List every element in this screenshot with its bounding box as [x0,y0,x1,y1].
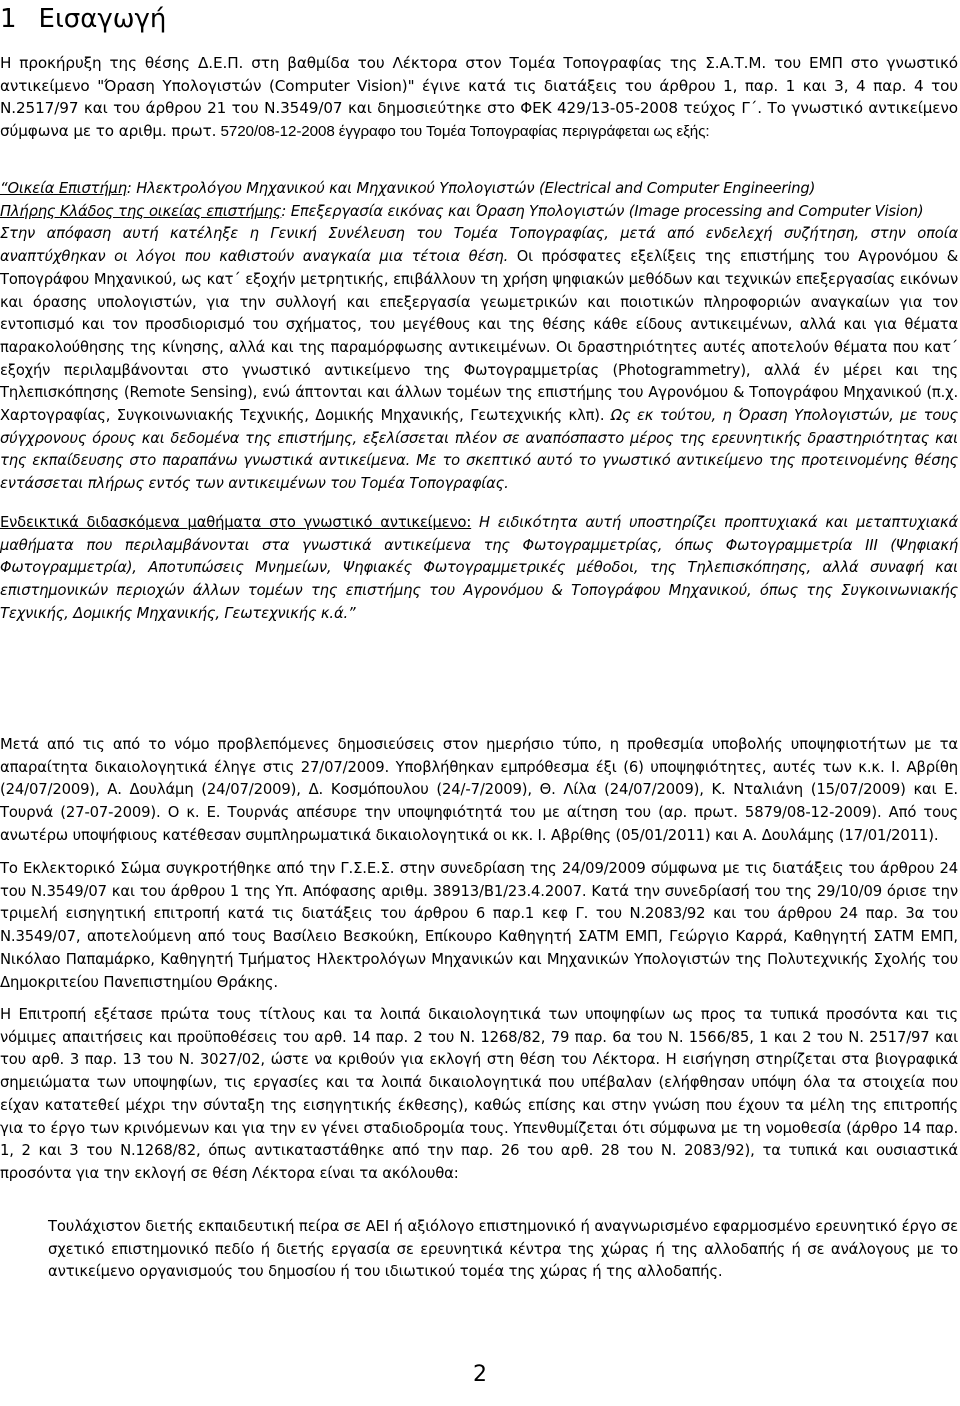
justification-italic-2: Ως εκ τούτου, η Όραση Υπολογιστών, με τους σύγχρονους όρους και δεδομένα της επιστήμης, εξελίσσεται πλέον σε αναπόσπαστο μέρος της ερευνητικής δραστηριότητας και της εκπαίδευσης στο παραπάνω γνωστικά αντικείμενα. Με το σκεπτικό αυτό το γνωστικό αντικείμενο της προτεινομένης θέσης εντάσσεται πλήρως εντός των αντικειμένων του Τομέα Τοπογραφίας. [0,407,958,493]
requirement-paragraph: Τουλάχιστον διετής εκπαιδευτική πείρα σε ΑΕΙ ή αξιόλογο επιστημονικό ή αναγνωρισμένο εφαρμοσμένο ερευνητικό έργο σε σχετικό επιστημονικό πεδίο ή διετής εργασία σε ερευνητικά κέντρα της χώρας ή της αλλοδαπής ή σε ανάλογους με το αντικείμενο οργανισμούς του δημοσίου ή του ιδιωτικού τομέα της χώρας ή της αλλοδαπής. [48,1218,958,1281]
justification-italic: Στην απόφαση αυτή κατέληξε η Γενική Συνέλευση του Τομέα Τοπογραφίας, μετά από ενδελεχή συζήτηση, στην οποία αναπτύχθηκαν οι λόγοι που καθιστούν αναγκαία μια τέτοια θέση. [0,225,958,266]
review-paragraph: Η Επιτροπή εξέτασε πρώτα τους τίτλους και τα λοιπά δικαιολογητικά των υποψηφίων ως προς τα τυπικά προσόντα και τις νόμιμες απαιτήσεις και προϋποθέσεις του αρθ. 14 παρ. 2 του Ν. 1268/82, 79 παρ. 6α του Ν. 1566/85, 1 και 2 του Ν. 2517/97 και του αρθ. 3 παρ. 13 του Ν. 3027/02, ώστε να κριθούν για εκλογή στη θέση του Λέκτορα. Η εισήγηση στηρίζεται στα βιογραφικά σημειώματα των υποψηφίων, τις εργασίες και τα λοιπά δικαιολογητικά που υπέβαλαν (ελήφθησαν υπόψη όλα τα στοιχεία που είχαν κατατεθεί μέχρι την σύνταξη της εισηγητικής έκθεσης), καθώς επίσης και στην γνώση που έχουν τα μέλη της επιτροπής για το έργο των κρινόμενων και για την εν γένει σταδιοδρομία τους. Υπενθυμίζεται ότι σύμφωνα με τη νομοθεσία (άρθρο 14 παρ. 1, 2 και 3 του Ν.1268/82, όπως αντικαταστάθηκε από την παρ. 26 του αρθ. 28 του Ν. 2083/92), τα τυπικά και ουσιαστικά προσόντα για την εκλογή σε θέση Λέκτορα είναι τα ακόλουθα: [0,1006,958,1182]
full-branch-value: : Επεξεργασία εικόνας και Όραση Υπολογιστών (Image processing and Computer Vision) [281,202,924,220]
intro-paragraph [0,52,958,144]
subject-description-quote [0,178,958,625]
spacer [0,496,958,512]
page-number: 2 [473,1362,487,1387]
section-number: 1 [0,4,17,34]
justification-upright: Οι πρόσφατες εξελίξεις της επιστήμης του Αγρονόμου & Τοπογράφου Μηχανικού, ως κατ΄ εξοχήν μετρητικής, επιβάλλουν τη χρήση ψηφιακών μεθόδων και τεχνικών επεξεργασίας εικόνων και όρασης υπολογιστών, για την συλλογή και επεξεργασία γεωμετρικών και ποιοτικών πληροφοριών αναγκαίων για τον εντοπισμό και τον προσδιορισμό του σχήματος, του μεγέθους και της θέσης κάθε είδους αντικειμένων, αλλά και για θέματα παρακολούθησης της κίνησης, αλλά και της παραμόρφωσης αντικειμένων. Οι δραστηριότητες αυτές αποτελούν θέματα που κατ΄ εξοχήν περιλαμβάνονται στο γνωστικό αντικείμενο της Φωτογραμμετρίας (Photogrammetry), αλλά έν μέρει και της Τηλεπισκόπησης (Remote Sensing), ενώ άπτονται και άλλων τομέων της επιστήμης του Αγρονόμου & Τοπογράφου Μηχανικού (π.χ. Χαρτογραφίας, Συγκοινωνιακής Τεχνικής, Δομικής Μηχανικής, Γεωτεχνικής κλπ). [0,248,958,425]
courses-value: Η ειδικότητα αυτή υποστηρίζει προπτυχιακά και μεταπτυχιακά μαθήματα που περιλαμβάνονται στα γνωστικά αντικείμενα της Φωτογραμμετρίας, όπως Φωτογραμμετρία III (Ψηφιακή Φωτογραμμετρία), Αποτυπώσεις Μνημείων, Ψηφιακές Φωτογραμμετρικές μέθοδοι, της Τηλεπισκόπησης, αλλά συναφή και επιστημονικών περιοχών άλλων τομέων της επιστήμης του Αγρονόμου & Τοπογράφου Μηχανικού, όπως της Συγκοινωνιακής Τεχνικής, Δομικής Μηχανικής, Γεωτεχνικής κ.ά.” [0,513,958,622]
courses-paragraph [0,512,958,626]
section-heading [0,2,166,36]
section-title: Εισαγωγή [38,4,167,34]
home-science-value: : Ηλεκτρολόγου Μηχανικού και Μηχανικού Υπολογιστών (Electrical and Computer Engineering) [126,180,816,197]
intro-text-tail: 5720/08-12-2008 έγγραφο του Τομέα Τοπογραφίας περιγράφεται ως εξής: [216,123,710,141]
full-branch-line [0,201,958,224]
full-branch-label: Πλήρης Κλάδος της οικείας επιστήμης [0,202,282,220]
committee-paragraph: Το Εκλεκτορικό Σώμα συγκροτήθηκε από την Γ.Σ.Ε.Σ. στην συνεδρίαση της 24/09/2009 σύμφωνα με τις διατάξεις του άρθρου 24 του Ν.3549/07 και του άρθρου 1 της Υπ. Απόφασης αριθμ. 38913/Β1/23.4.2007. Κατά την συνεδρίασή του της 29/10/09 όρισε την τριμελή εισηγητική επιτροπή κατά τις διατάξεις του άρθρου 6 παρ.1 κεφ Γ. του Ν.2083/92 και του άρθρου 24 παρ. 3α του Ν.3549/07, αποτελούμενη από τους Βασίλειο Βεσκούκη, Επίκουρο Καθηγητή ΣΑΤΜ ΕΜΠ, Γεώργιο Καρρά, Καθηγητή ΣΑΤΜ ΕΜΠ, Νικόλαο Παπαμάρκο, Καθηγητή Τμήματος Ηλεκτρολόγων Μηχανικών και Μηχανικών Υπολογιστών της Πολυτεχνικής Σχολής του Δημοκριτείου Πανεπιστημίου Θράκης. [0,860,958,991]
home-science-line [0,178,958,201]
home-science-label: “Οικεία Επιστήμη [0,180,127,197]
courses-label: Ενδεικτικά διδασκόμενα μαθήματα στο γνωστικό αντικείμενο: [0,513,472,531]
justification-text [0,223,958,495]
intro-text: Η προκήρυξη της θέσης Δ.Ε.Π. στη βαθμίδα του Λέκτορα στον Τομέα Τοπογραφίας της Σ.Α.Τ.Μ. του ΕΜΠ στο γνωστικό αντικείμενο "Όραση Υπολογιστών (Computer Vision)" έγινε κατά τις διατάξεις του άρθρου 1, παρ. 1 και 3, 4 παρ. 4 του Ν.2517/97 και του άρθρου 21 του Ν.3549/07 και δημοσιεύτηκε στο ΦΕΚ 429/13-05-2008 τεύχος Γ΄. Το γνωστικό αντικείμενο σύμφωνα με το αριθμ. πρωτ. [0,54,958,141]
announcement-paragraph: Μετά από τις από το νόμο προβλεπόμενες δημοσιεύσεις στον ημερήσιο τύπο, η προθεσμία υποβολής υποψηφιοτήτων με τα απαραίτητα δικαιολογητικά έληγε στις 27/07/2009. Υποβλήθηκαν εμπρόθεσμα έξι (6) υποψηφιότητες, αυτές των κ.κ. Ι. Αβρίθη (24/07/2009), Α. Δουλάμη (24/07/2009), Δ. Κοσμόπουλου (24/-7/2009), Θ. Λίλα (24/07/2009), Κ. Νταλιάνη (15/07/2009) και Ε. Τουρνά (27-07-2009). Ο κ. Ε. Τουρνάς απέσυρε την υποψηφιότητά του με αίτηση του (αρ. πρωτ. 5879/08-12-2009). Από τους ανωτέρω υποψήφιους κατέθεσαν συμπληρωματικά δικαιολογητικά οι κκ. Ι. Αβρίθης (05/01/2011) και Α. Δουλάμης (17/01/2011). [0,736,958,844]
